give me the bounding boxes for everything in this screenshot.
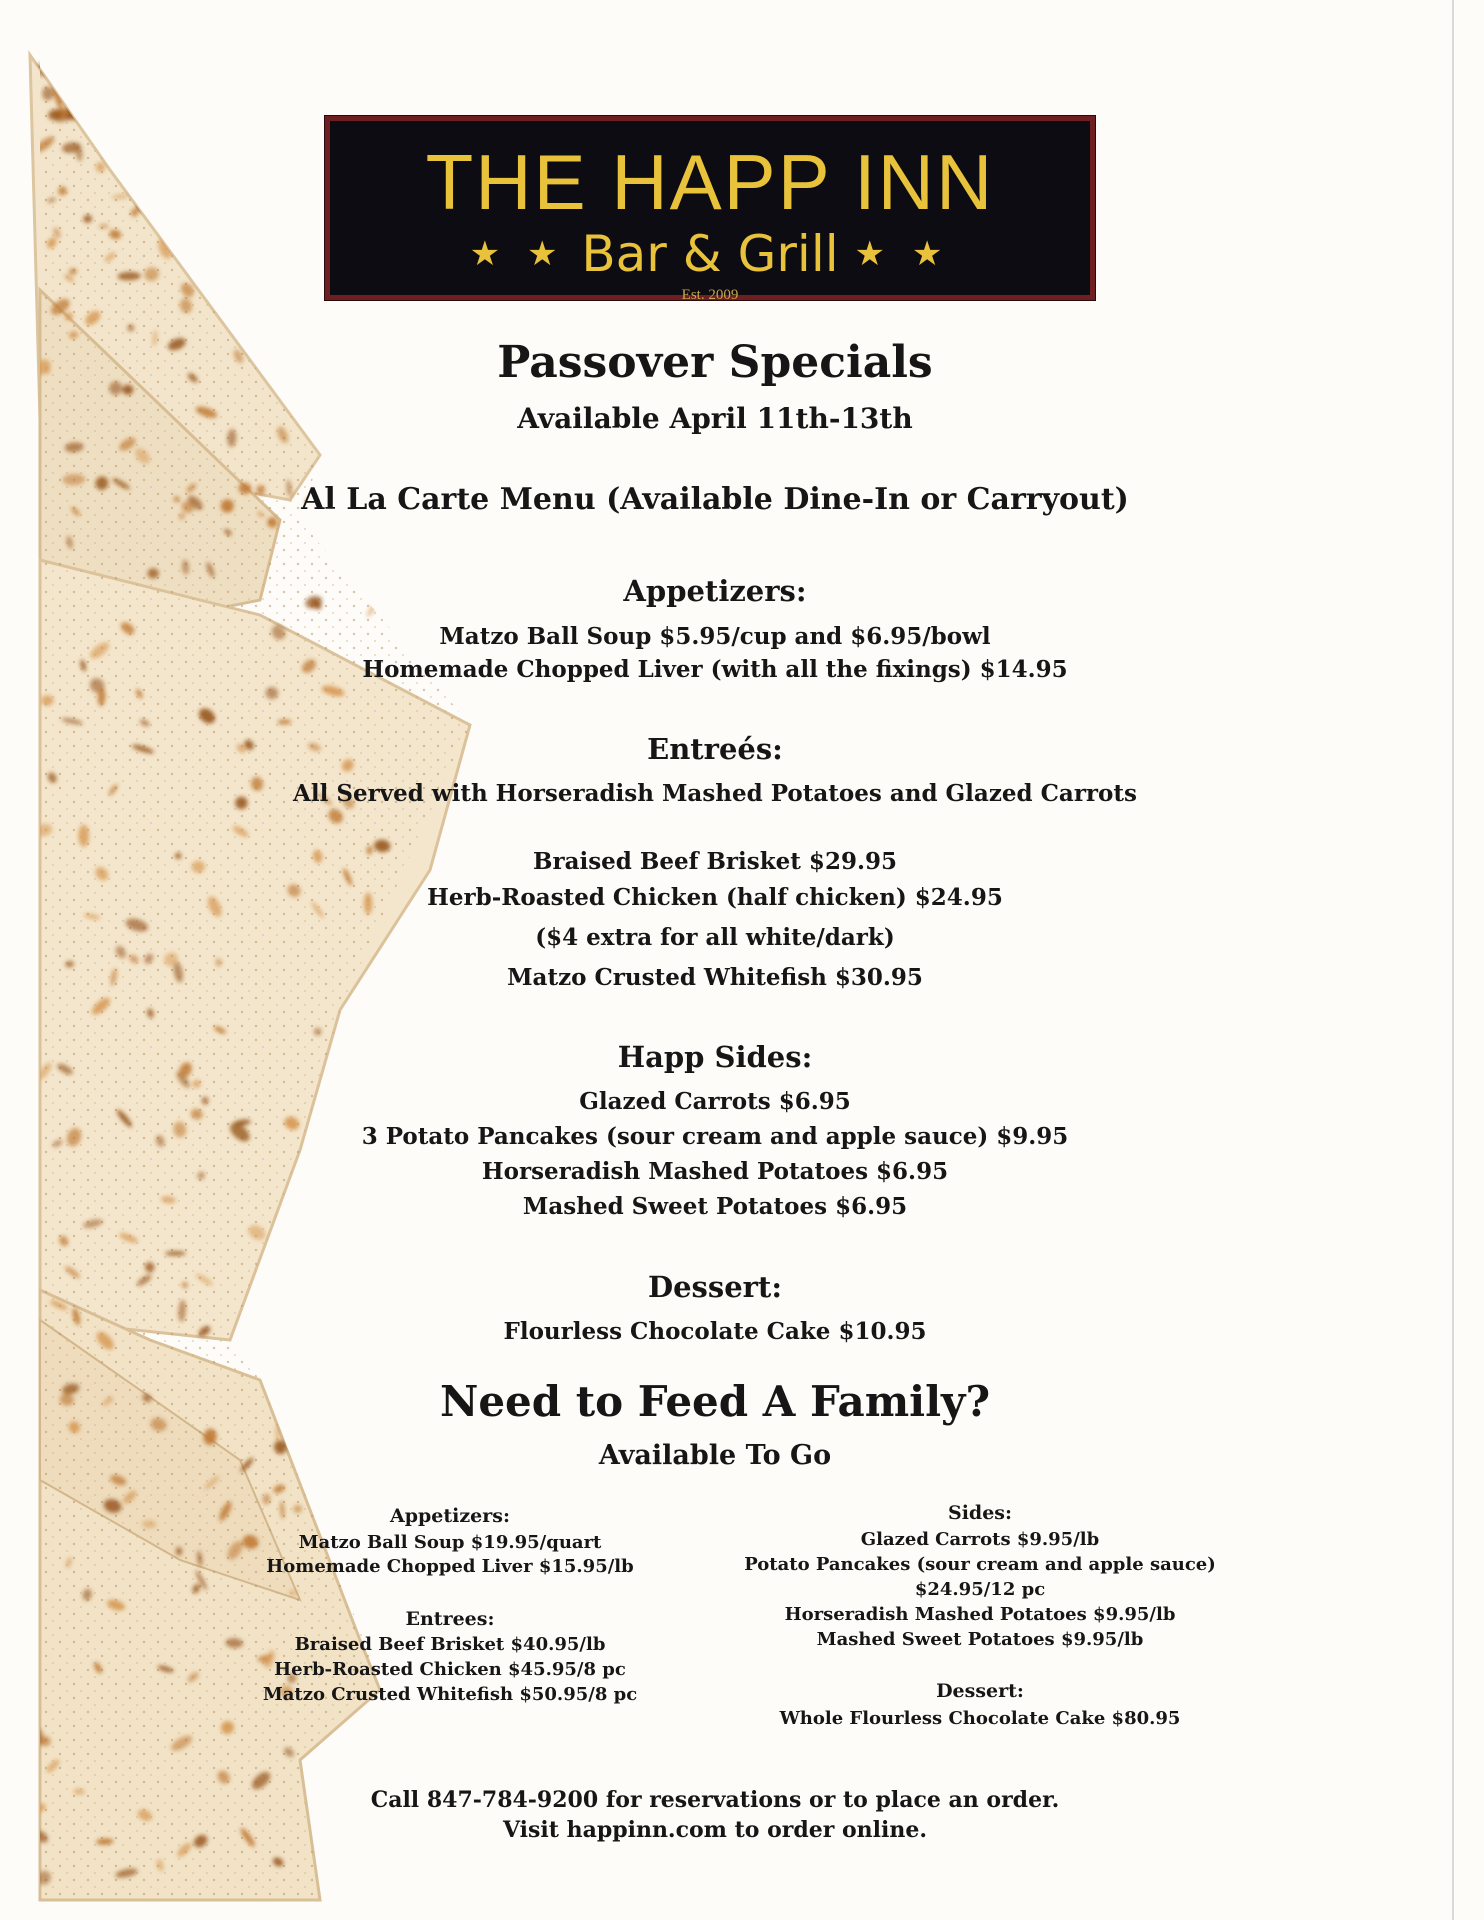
family-appetizers-heading: Appetizers: [390, 1505, 510, 1527]
entree-item: Braised Beef Brisket $29.95 [533, 848, 897, 875]
family-appetizer-item: Homemade Chopped Liver $15.95/lb [266, 1556, 634, 1577]
entrees-note: All Served with Horseradish Mashed Potatoes and Glazed Carrots [293, 780, 1137, 807]
footer [250, 0, 1180, 1920]
appetizers-heading: Appetizers: [623, 574, 807, 608]
order-online-line: Visit happinn.com to order online. [502, 1817, 928, 1843]
family-side-item: Potato Pancakes (sour cream and apple sauce) [744, 1554, 1216, 1575]
burn-spot [75, 93, 87, 106]
burn-spot [78, 825, 89, 847]
star-icon-right: ★ ★ [854, 234, 951, 274]
star-icon-left: ★ ★ [469, 234, 566, 274]
family-entree-item: Herb-Roasted Chicken $45.95/8 pc [274, 1659, 626, 1680]
burn-spot [80, 92, 89, 108]
family-side-item: Glazed Carrots $9.95/lb [860, 1529, 1100, 1550]
family-side-item: Mashed Sweet Potatoes $9.95/lb [816, 1629, 1144, 1650]
burn-spot [68, 85, 86, 106]
side-item: Mashed Sweet Potatoes $6.95 [522, 1193, 908, 1220]
entree-item: Matzo Crusted Whitefish $30.95 [507, 964, 923, 991]
dessert-item: Flourless Chocolate Cake $10.95 [503, 1318, 927, 1345]
page-title: Passover Specials [497, 337, 933, 388]
burn-spot [109, 140, 118, 164]
family-entree-item: Matzo Crusted Whitefish $50.95/8 pc [262, 1684, 638, 1705]
side-item: 3 Potato Pancakes (sour cream and apple sauce) $9.95 [361, 1123, 1069, 1150]
family-side-item-price: $24.95/12 pc [914, 1579, 1046, 1600]
burn-spot [41, 57, 55, 74]
logo-title: THE HAPP INN [425, 138, 995, 226]
reservation-phone-line: Call 847-784-9200 for reservations or to place an order. [370, 1787, 1060, 1813]
sides-heading: Happ Sides: [617, 1040, 813, 1074]
burn-spot [165, 1251, 186, 1256]
logo-subtitle: Bar & Grill [581, 225, 839, 283]
family-title: Need to Feed A Family? [439, 1377, 991, 1426]
family-entrees-heading: Entrees: [405, 1608, 495, 1630]
burn-spot [73, 95, 87, 109]
family-appetizer-item: Matzo Ball Soup $19.95/quart [298, 1532, 602, 1553]
family-subtitle: Available To Go [598, 1440, 832, 1471]
dessert-heading: Dessert: [647, 1270, 783, 1304]
entree-item-note: ($4 extra for all white/dark) [535, 924, 895, 951]
family-dessert-item: Whole Flourless Chocolate Cake $80.95 [779, 1708, 1181, 1729]
menu-type: Al La Carte Menu (Available Dine-In or Carryout) [301, 482, 1129, 517]
family-entree-item: Braised Beef Brisket $40.95/lb [294, 1634, 606, 1655]
entree-item: Herb-Roasted Chicken (half chicken) $24.95 [427, 884, 1003, 911]
side-item: Horseradish Mashed Potatoes $6.95 [481, 1158, 949, 1185]
burn-spot [48, 56, 68, 65]
family-sides-heading: Sides: [947, 1502, 1013, 1524]
availability-dates: Available April 11th-13th [517, 402, 913, 435]
burn-spot [68, 54, 86, 67]
family-dessert-heading: Dessert: [936, 1680, 1024, 1702]
logo-established: Est. 2009 [681, 287, 739, 303]
family-side-item: Horseradish Mashed Potatoes $9.95/lb [784, 1604, 1176, 1625]
appetizer-item: Homemade Chopped Liver (with all the fixings) $14.95 [362, 656, 1068, 683]
side-item: Glazed Carrots $6.95 [579, 1088, 851, 1115]
entrees-heading: Entreés: [647, 732, 783, 766]
appetizer-item: Matzo Ball Soup $5.95/cup and $6.95/bowl [439, 623, 991, 650]
